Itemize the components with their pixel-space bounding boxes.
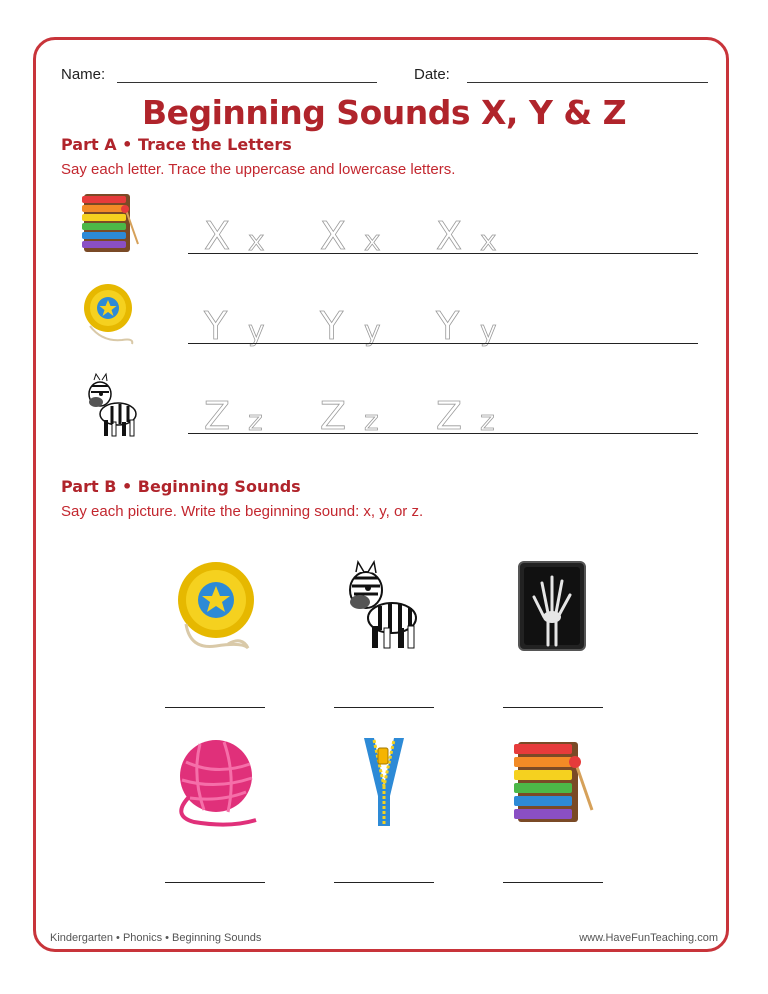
- trace-upper-1c: X: [436, 214, 464, 258]
- answer-line[interactable]: [503, 882, 603, 883]
- answer-line[interactable]: [334, 882, 434, 883]
- trace-upper-3c: Z: [436, 394, 464, 438]
- yoyo-icon: [82, 282, 138, 348]
- answer-line[interactable]: [165, 882, 265, 883]
- part-a-instruction: Say each letter. Trace the uppercase and lowercase letters.: [61, 161, 456, 178]
- xylophone-icon: [78, 190, 142, 258]
- page-title: Beginning Sounds X, Y & Z: [141, 93, 627, 132]
- answer-line[interactable]: [334, 707, 434, 708]
- trace-lower-2c: y: [480, 314, 498, 347]
- footer-website: www.HaveFunTeaching.com: [579, 932, 718, 944]
- trace-lower-2a: y: [248, 314, 266, 347]
- trace-upper-3b: Z: [320, 394, 348, 438]
- date-field[interactable]: [467, 82, 708, 83]
- trace-lower-3c: z: [480, 404, 496, 437]
- yarn-icon: [170, 736, 258, 828]
- trace-upper-2b: Y: [320, 304, 345, 348]
- part-a-heading: Part A • Trace the Letters: [61, 135, 292, 154]
- part-b-heading: Part B • Beginning Sounds: [61, 477, 301, 496]
- name-label: Name:: [61, 66, 106, 83]
- trace-upper-3a: Z: [204, 394, 232, 438]
- trace-lower-2b: y: [364, 314, 382, 347]
- trace-lower-3b: z: [364, 404, 380, 437]
- yoyo-icon: [172, 558, 262, 654]
- part-b-instruction: Say each picture. Write the beginning sound: x, y, or z.: [61, 503, 424, 520]
- answer-line[interactable]: [165, 707, 265, 708]
- answer-line[interactable]: [503, 707, 603, 708]
- xylophone-icon: [508, 736, 596, 828]
- zebra-icon: [82, 372, 140, 440]
- footer-breadcrumb: Kindergarten • Phonics • Beginning Sounds: [50, 932, 262, 944]
- trace-lower-1b: x: [364, 224, 382, 257]
- trace-upper-2a: Y: [204, 304, 229, 348]
- name-field[interactable]: [117, 82, 377, 83]
- trace-upper-1b: X: [320, 214, 348, 258]
- trace-baseline: [188, 433, 698, 434]
- date-label: Date:: [414, 66, 450, 83]
- trace-upper-2c: Y: [436, 304, 461, 348]
- zipper-icon: [362, 736, 406, 828]
- trace-baseline: [188, 343, 698, 344]
- trace-upper-1a: X: [204, 214, 232, 258]
- xray-icon: [518, 561, 586, 651]
- trace-lower-1a: x: [248, 224, 266, 257]
- trace-lower-1c: x: [480, 224, 498, 257]
- trace-baseline: [188, 253, 698, 254]
- zebra-icon: [340, 560, 424, 652]
- trace-lower-3a: z: [248, 404, 264, 437]
